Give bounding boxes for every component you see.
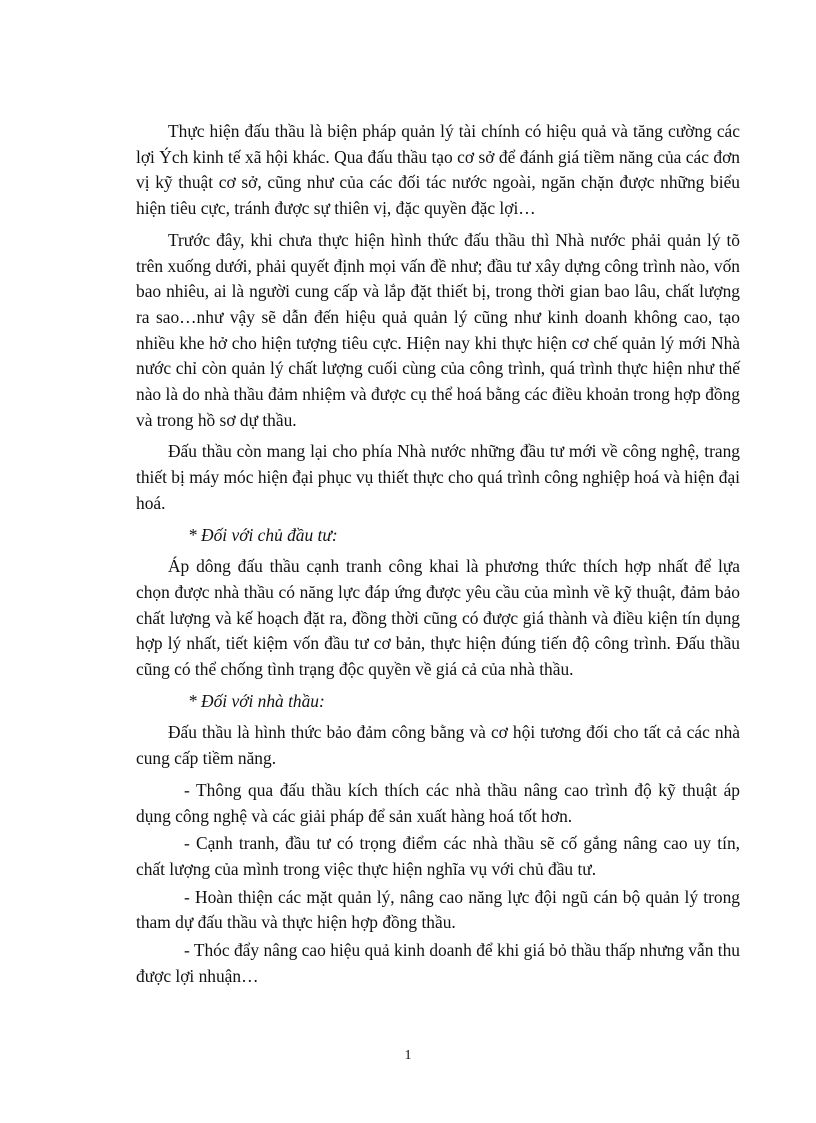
list-item-management: - Hoàn thiện các mặt quản lý, nâng cao năng lực đội ngũ cán bộ quản lý trong tham dự đấu thầu và thực hiện hợp đồng thầu. [136,886,740,933]
list-item-efficiency: - Thóc đẩy nâng cao hiệu quả kinh doanh để khi giá bỏ thầu thấp nhưng vẫn thu được lợi nhuận… [136,940,740,986]
paragraph-before-bidding: Trước đây, khi chưa thực hiện hình thức đấu thầu thì Nhà nước phải quản lý tõ trên xuống dưới, phải quyết định mọi vấn đề như; đầu tư xây dựng công trình nào, vốn bao nhiêu, ai là người cung cấp và lắp đặt thiết bị, trong thời gian bao lâu, chất lượng ra sao…như vậy sẽ dẫn đến hiệu quả quản lý cũng như kinh doanh không cao, tạo nhiều khe hở cho hiện tượng tiêu cực. Hiện nay khi thực hiện cơ chế quản lý mới Nhà nước chỉ còn quản lý chất lượng cuối cùng của công trình, quá trình thực hiện như thế nào là do nhà thầu đảm nhiệm và được cụ thể hoá bằng các điều khoản trong hợp đồng và trong hồ sơ dự thầu. [136,229,740,430]
page-number: 1 [404,1048,412,1063]
paragraph-investor: Áp dông đấu thầu cạnh tranh công khai là phương thức thích hợp nhất để lựa chọn được nhà thầu có năng lực đáp ứng được yêu cầu của mình về kỹ thuật, đảm bảo chất lượng và kế hoạch đặt ra, đồng thời cũng có được giá thành và điều kiện tín dụng hợp lý nhất, tiết kiệm vốn đầu tư cơ bản, thực hiện đúng tiến độ công trình. Đấu thầu cũng có thể chống tình trạng độc quyền về giá cả của nhà thầu. [136,556,740,680]
document-body [136,119,740,992]
list-item-technology: - Thông qua đấu thầu kích thích các nhà thầu nâng cao trình độ kỹ thuật áp dụng công nghệ và các giải pháp để sản xuất hàng hoá tốt hơn. [136,779,740,826]
heading-contractor: * Đối với nhà thầu: [188,690,325,711]
paragraph-contractor: Đấu thầu là hình thức bảo đảm công bằng và cơ hội tương đối cho tất cả các nhà cung cấp tiềm năng. [136,722,740,769]
paragraph-technology: Đấu thầu còn mang lại cho phía Nhà nước những đầu tư mới về công nghệ, trang thiết bị máy móc hiện đại phục vụ thiết thực cho quá trình công nghiệp hoá và hiện đại hoá. [136,441,740,513]
paragraph-bidding-benefits: Thực hiện đấu thầu là biện pháp quản lý tài chính có hiệu quả và tăng cường các lợi Ých kinh tế xã hội khác. Qua đấu thầu tạo cơ sở để đánh giá tiềm năng của các đơn vị kỹ thuật cơ sở, cũng như của các đối tác nước ngoài, ngăn chặn được những biểu hiện tiêu cực, tránh được sự thiên vị, đặc quyền đặc lợi… [136,121,740,219]
heading-investor: * Đối với chủ đầu tư: [188,524,338,545]
list-item-competition: - Cạnh tranh, đầu tư có trọng điểm các nhà thầu sẽ cố gắng nâng cao uy tín, chất lượng của mình trong việc thực hiện nghĩa vụ với chủ đầu tư. [136,833,740,879]
